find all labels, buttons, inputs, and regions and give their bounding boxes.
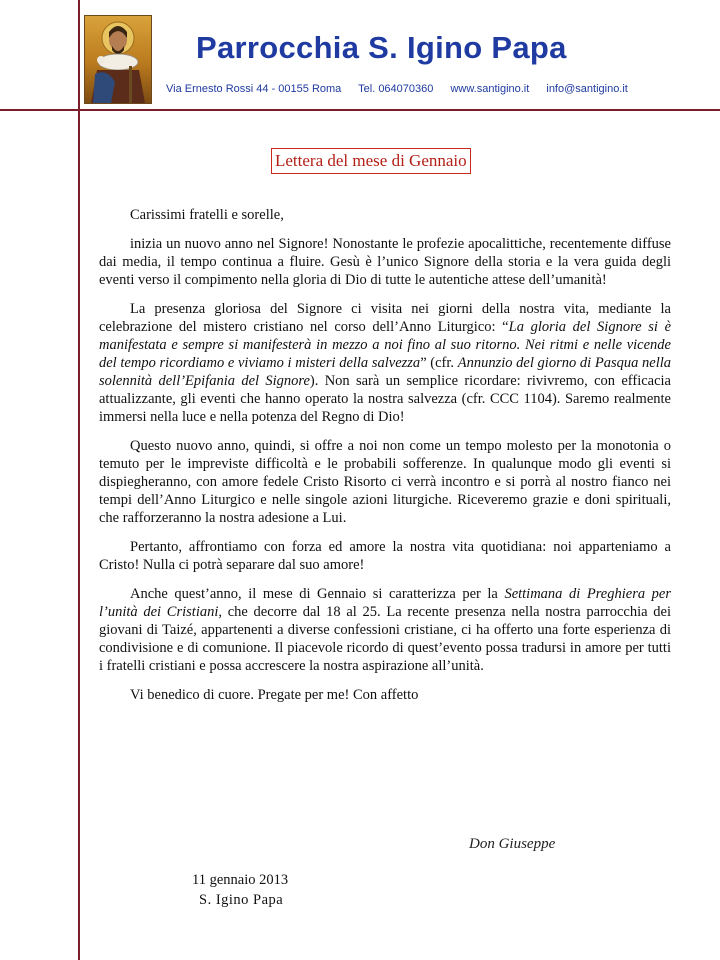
paragraph-5-b: , che decorre dal 18 al 25. La recente presenza nella nostra parrocchia dei giovani di Taizé, appartenenti a diverse confessioni cristiane, ci ha offerto una forte esperienza di condivisione e di comunione. Il piacevole ricordo di quest’evento possa tradursi in amore per tutti i fratelli cristiani e possa accrescere la nostra aspirazione all’unità. — [99, 604, 671, 674]
closing-line: Vi benedico di cuore. Pregate per me! Con affetto — [130, 687, 419, 703]
paragraph-2-b: ” (cfr. — [420, 355, 458, 371]
header-rule-horizontal — [0, 109, 720, 111]
paragraph-4: Pertanto, affrontiamo con forza ed amore la nostra vita quotidiana: noi apparteniamo a Cristo! Nulla ci potrà separare dal suo amore! — [99, 539, 671, 573]
address-text: Via Ernesto Rossi 44 - 00155 Roma — [166, 83, 342, 95]
parish-title: Parrocchia S. Igino Papa — [196, 30, 567, 65]
paragraph-5-a: Anche quest’anno, il mese di Gennaio si caratterizza per la — [130, 586, 505, 602]
liturgy-quote: La gloria del Signore si è manifestata e sempre si manifesterà in mezzo a noi fino al suo ritorno. Nei ritmi e nelle vicende del tempo ricordiamo e viviamo i misteri della salvezza — [99, 319, 672, 371]
prayer-week-title: Settimana di Preghiera per l’unità dei Cristiani — [99, 586, 671, 620]
letter-place: S. Igino Papa — [199, 892, 284, 908]
good-shepherd-icon — [84, 15, 152, 104]
email-link[interactable]: info@santigino.it — [546, 83, 628, 95]
website-link[interactable]: www.santigino.it — [450, 83, 530, 95]
letter-date: 11 gennaio 2013 — [192, 872, 289, 888]
salutation: Carissimi fratelli e sorelle, — [130, 207, 284, 223]
letter-body — [99, 206, 671, 715]
contact-line — [166, 83, 628, 95]
phone-text: Tel. 064070360 — [358, 83, 434, 95]
paragraph-2 — [99, 300, 671, 426]
paragraph-5 — [99, 585, 671, 675]
margin-rule-vertical — [78, 0, 80, 960]
paragraph-3: Questo nuovo anno, quindi, si offre a noi non come un tempo molesto per la monotonia o temuto per le impreviste difficoltà e le probabili sofferenze. In qualunque modo gli eventi si dispiegheranno, con amore fedele Cristo Risorto ci verrà incontro e si porrà al nostro fianco nei tempi dell’Anno Liturgico e nelle singole azioni liturgiche. Riceveremo grazie e doni spirituali, che rafforzeranno la nostra adesione a Lui. — [99, 438, 671, 526]
paragraph-2-a: La presenza gloriosa del Signore ci visita nei giorni della nostra vita, mediante la celebrazione del mistero cristiano nel corso dell’Anno Liturgico: “ — [99, 301, 671, 335]
paragraph-1: inizia un nuovo anno nel Signore! Nonostante le profezie apocalittiche, recentemente diffuse dai media, il tempo continua a fluire. Gesù è l’unico Signore della storia e la vera guida degli eventi verso il compimento nella gloria di Dio di tutte le autentiche attese dell’umanità! — [99, 236, 671, 288]
signature: Don Giuseppe — [469, 836, 556, 852]
letter-heading: Lettera del mese di Gennaio — [271, 148, 471, 174]
quote-source: Annunzio del giorno di Pasqua nella solennità dell’Epifania del Signore — [99, 355, 672, 389]
paragraph-2-c: ). Non sarà un semplice ricordare: rivivremo, con efficacia attualizzante, gli eventi che hanno operato la nostra salvezza (cfr. CCC 1104). Saremo realmente immersi nella luce e nella potenza del Regno di Dio! — [99, 373, 671, 425]
